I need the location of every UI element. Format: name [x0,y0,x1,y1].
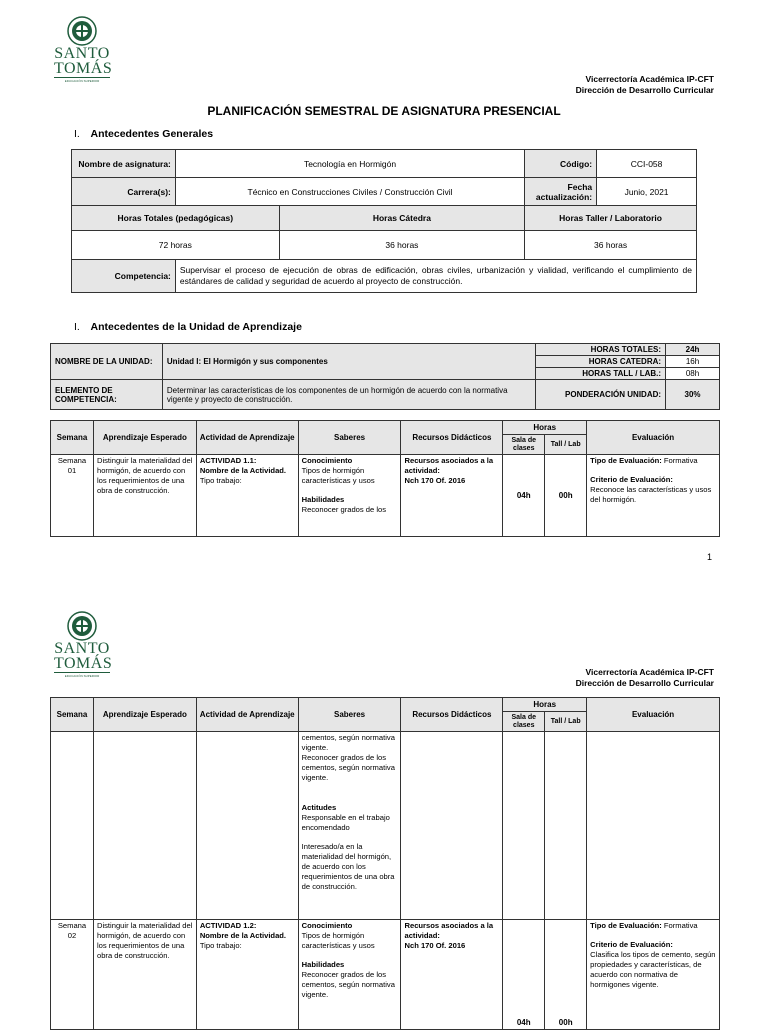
col-semana: Semana [51,421,94,455]
col-recursos: Recursos Didácticos [401,698,503,732]
conocimiento-text: Tipos de hormigón características y usos [301,466,375,485]
col-horas: Horas [503,698,587,712]
interes-text: Interesado/a en la materialidad del hormigón, de acuerdo con los requerimientos de una obra de construcción. [301,842,395,891]
org-line-2: Dirección de Desarrollo Curricular [575,85,714,95]
horas-totales-label: Horas Totales (pedagógicas) [72,206,280,231]
brand-line-2: TOMÁS [54,60,113,77]
ponderacion-value: 30% [666,380,720,410]
table-row [51,455,720,537]
section-general-heading [74,128,213,140]
santo-tomas-logo [54,611,113,678]
actividad-title: ACTIVIDAD 1.1: [199,456,257,465]
nombre-label: Nombre de asignatura: [72,150,176,178]
col-actividad: Actividad de Aprendizaje [196,698,298,732]
org-header [576,667,714,689]
planning-table-page-2 [50,697,720,1030]
habilidades-title: Habilidades [301,495,345,504]
brand-tag: EDUCACIÓN SUPERIOR [54,77,110,83]
eval-tipo-label: Tipo de Evaluación: [590,921,662,930]
recursos-cell [401,455,503,537]
col-sala: Sala de clases [503,712,545,732]
unit-table [50,343,720,410]
eval-tipo-value: Formativa [663,456,698,465]
horas-totales-unit-label: HORAS TOTALES: [536,344,666,356]
recursos-cell [401,920,503,1030]
col-saberes: Saberes [298,698,401,732]
saberes-cell [298,455,401,537]
section-number: I. [74,321,80,333]
org-header [576,74,714,96]
elemento-value: Determinar las características de los componentes de un hormigón de acuerdo con la normativa vigente y proyecto de construcción. [162,380,535,410]
tall-hours: 00h [545,920,587,1030]
section-label: Antecedentes Generales [90,128,214,140]
page-number: 1 [706,552,712,562]
col-actividad: Actividad de Aprendizaje [196,421,298,455]
actividad-tipo: Tipo trabajo: [199,476,242,485]
codigo-value: CCI-058 [597,150,697,178]
brand-line-1: SANTO [54,640,110,657]
table-row [51,920,720,1030]
horas-totales-value: 72 horas [72,231,280,260]
col-evaluacion: Evaluación [587,698,720,732]
eval-tipo-value: Formativa [663,921,698,930]
actividad-name: Nombre de la Actividad. [199,466,287,475]
unit-name-label: NOMBRE DE LA UNIDAD: [51,344,163,380]
col-tall: Tall / Lab [545,712,587,732]
actitudes-text: Responsable en el trabajo encomendado [301,813,390,832]
eval-criterio-label: Criterio de Evaluación: [590,940,673,949]
col-sala: Sala de clases [503,435,545,455]
carrera-value: Técnico en Construcciones Civiles / Construcción Civil [175,178,524,206]
planning-table-page-1 [50,420,720,537]
saberes-text-b: Reconocer grados de los cementos, según normativa vigente. [301,753,395,782]
horas-catedra-unit-value: 16h [666,356,720,368]
eval-tipo-label: Tipo de Evaluación: [590,456,662,465]
horas-taller-unit-value: 08h [666,368,720,380]
evaluacion-cell [587,455,720,537]
org-line-1: Vicerrectoría Académica IP-CFT [585,667,714,677]
horas-taller-label: Horas Taller / Laboratorio [525,206,697,231]
santo-tomas-logo [54,16,113,83]
horas-catedra-label: Horas Cátedra [279,206,525,231]
seal-icon [67,611,97,641]
evaluacion-cell [587,920,720,1030]
col-evaluacion: Evaluación [587,421,720,455]
unit-name-value: Unidad I: El Hormigón y sus componentes [162,344,535,380]
org-line-2: Dirección de Desarrollo Curricular [575,678,714,688]
recursos-norma: Nch 170 Of. 2016 [404,941,466,950]
habilidades-text: Reconocer grados de los [301,505,387,514]
saberes-cell [298,920,401,1030]
aprendizaje-cell: Distinguir la materialidad del hormigón, de acuerdo con los requerimientos de una obra de construcción. [93,455,196,537]
recursos-text: Recursos asociados a la actividad: [404,921,494,940]
brand-line-1: SANTO [54,45,110,62]
col-recursos: Recursos Didácticos [401,421,503,455]
section-number: I. [74,128,80,140]
eval-criterio-text: Reconoce las características y usos del hormigón. [590,485,712,504]
horas-totales-unit-value: 24h [666,344,720,356]
section-unit-heading [74,321,302,333]
brand-tag: EDUCACIÓN SUPERIOR [54,672,110,678]
carrera-label: Carrera(s): [72,178,176,206]
page-title: PLANIFICACIÓN SEMESTRAL DE ASIGNATURA PRESENCIAL [207,104,561,118]
habilidades-title: Habilidades [301,960,345,969]
eval-criterio-text: Clasifica los tipos de cemento, según propiedades y características, de acuerdo con normativa de hormigones vigente. [590,950,716,989]
fecha-value: Junio, 2021 [597,178,697,206]
recursos-norma: Nch 170 Of. 2016 [404,476,466,485]
conocimiento-title: Conocimiento [301,921,353,930]
actividad-title: ACTIVIDAD 1.2: [199,921,257,930]
eval-criterio-label: Criterio de Evaluación: [590,475,673,484]
sala-hours: 04h [503,920,545,1030]
tall-hours: 00h [545,455,587,537]
col-saberes: Saberes [298,421,401,455]
codigo-label: Código: [525,150,597,178]
section-label: Antecedentes de la Unidad de Aprendizaje [90,321,302,333]
horas-taller-value: 36 horas [525,231,697,260]
actividad-name: Nombre de la Actividad. [199,931,287,940]
col-tall: Tall / Lab [545,435,587,455]
horas-catedra-value: 36 horas [279,231,525,260]
actividad-cell [196,920,298,1030]
fecha-label: Fecha actualización: [525,178,597,206]
page-2 [0,595,768,1027]
saberes-cell [298,732,401,920]
actitudes-title: Actitudes [301,803,337,812]
seal-icon [67,16,97,46]
recursos-text: Recursos asociados a la actividad: [404,456,494,475]
org-line-1: Vicerrectoría Académica IP-CFT [585,74,714,84]
actividad-tipo: Tipo trabajo: [199,941,242,950]
competencia-value: Supervisar el proceso de ejecución de obras de edificación, obras civiles, urbanización y vialidad, verificando el cumplimiento de estándares de calidad y seguridad de acuerdo al proyecto de construcción. [175,260,696,293]
conocimiento-title: Conocimiento [301,456,353,465]
sala-hours: 04h [503,455,545,537]
ponderacion-label: PONDERACIÓN UNIDAD: [536,380,666,410]
habilidades-text: Reconocer grados de los cementos, según normativa vigente. [301,970,395,999]
brand-line-2: TOMÁS [54,655,113,672]
col-aprendizaje: Aprendizaje Esperado [93,698,196,732]
elemento-label: ELEMENTO DE COMPETENCIA: [51,380,163,410]
semana-cell: Semana 01 [51,455,94,537]
table-row [51,732,720,920]
actividad-cell [196,455,298,537]
general-info-table [71,149,697,293]
nombre-value: Tecnología en Hormigón [175,150,524,178]
horas-taller-unit-label: HORAS TALL / LAB.: [536,368,666,380]
col-horas: Horas [503,421,587,435]
col-semana: Semana [51,698,94,732]
competencia-label: Competencia: [72,260,176,293]
conocimiento-text: Tipos de hormigón características y usos [301,931,375,950]
saberes-text-a: cementos, según normativa vigente. [301,733,395,752]
horas-catedra-unit-label: HORAS CATEDRA: [536,356,666,368]
aprendizaje-cell: Distinguir la materialidad del hormigón, de acuerdo con los requerimientos de una obra de construcción. [93,920,196,1030]
semana-cell: Semana 02 [51,920,94,1030]
col-aprendizaje: Aprendizaje Esperado [93,421,196,455]
